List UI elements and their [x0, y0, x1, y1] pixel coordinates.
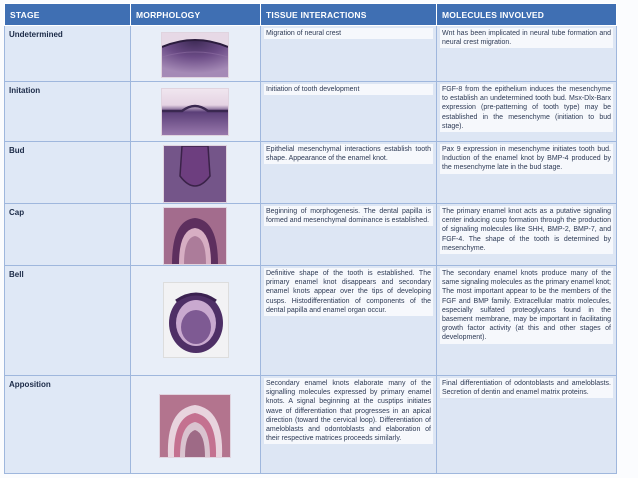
stage-cell: Apposition	[5, 376, 131, 474]
tissue-cell	[261, 376, 437, 474]
header-tissue-interactions: TISSUE INTERACTIONS	[261, 4, 437, 26]
molecules-text: Pax 9 expression in mesenchyme initiates tooth bud. Induction of the enamel knot by BMP-4 produced by the mesenchyme late in the bud stage.	[440, 144, 613, 174]
molecules-cell	[437, 26, 617, 82]
morphology-cell	[131, 376, 261, 474]
table-row	[5, 26, 617, 82]
molecules-cell	[437, 376, 617, 474]
table-row	[5, 204, 617, 266]
table-row	[5, 376, 617, 474]
histology-bell-icon	[163, 282, 229, 358]
histology-apposition-icon	[159, 394, 231, 458]
molecules-text: The primary enamel knot acts as a putative signaling center inducing cusp formation through the production of signaling molecules like SHH, BMP-2, BMP-7, and FGF-4. The shape of the tooth is determined by mesenchyme.	[440, 206, 613, 254]
stage-cell: Bell	[5, 266, 131, 376]
histology-bud-icon	[163, 145, 227, 203]
table-row	[5, 142, 617, 204]
header-row	[5, 4, 617, 26]
stage-cell: Cap	[5, 204, 131, 266]
morphology-cell	[131, 142, 261, 204]
histology-undetermined-icon	[161, 32, 229, 78]
header-morphology: MORPHOLOGY	[131, 4, 261, 26]
header-molecules-involved: MOLECULES INVOLVED	[437, 4, 617, 26]
histology-cap-icon	[163, 207, 227, 265]
tissue-cell	[261, 266, 437, 376]
stage-cell: Undetermined	[5, 26, 131, 82]
histology-initiation-icon	[161, 88, 229, 136]
tissue-cell	[261, 26, 437, 82]
stage-cell: Initation	[5, 82, 131, 142]
tissue-text: Migration of neural crest	[264, 28, 433, 39]
tissue-cell	[261, 142, 437, 204]
tissue-text: Definitive shape of the tooth is established. The primary enamel knot disappears and secondary enamel knots appear over the tips of developing cusps. Histodifferentiation of components of the dental papilla and enamel organ occur.	[264, 268, 433, 316]
molecules-text: Wnt has been implicated in neural tube formation and neural crest migration.	[440, 28, 613, 48]
molecules-cell	[437, 266, 617, 376]
tissue-cell	[261, 204, 437, 266]
stage-cell: Bud	[5, 142, 131, 204]
table-row	[5, 266, 617, 376]
morphology-cell	[131, 82, 261, 142]
tissue-text: Secondary enamel knots elaborate many of the signalling molecules expressed by primary enamel knots. A signal beginning at the cusptips initiates wave of differentiation that progresses in an apical direction (toward the cervical loop). Differentiation of ameloblasts and odontoblasts and elaboration of their respective matrices proceeds similarly.	[264, 378, 433, 444]
tissue-text: Beginning of morphogenesis. The dental papilla is formed and mesenchymal dominance is established.	[264, 206, 433, 226]
molecules-text: The secondary enamel knots produce many of the same signaling molecules as the primary enamel knot; The most important appear to be the members of the FGF and BMP family. Extracellular matrix molecules, especially sulfated proteoglycans found in the basement membrane, may be important in facilitating growth factor activity (at this and other stages of development).	[440, 268, 613, 344]
molecules-text: FGF-8 from the epithelium induces the mesenchyme to establish an undetermined tooth bud. Msx-Dlx-Barx expression (pre-patterning of tooth type) may be established in the mesenchyme (initiation to bud stage).	[440, 84, 613, 132]
header-stage: STAGE	[5, 4, 131, 26]
morphology-cell	[131, 204, 261, 266]
molecules-cell	[437, 204, 617, 266]
molecules-text: Final differentiation of odontoblasts and ameloblasts. Secretion of dentin and enamel matrix proteins.	[440, 378, 613, 398]
table-row	[5, 82, 617, 142]
morphology-cell	[131, 26, 261, 82]
molecules-cell	[437, 142, 617, 204]
morphology-cell	[131, 266, 261, 376]
tooth-development-table	[4, 3, 617, 474]
tissue-text: Epithelial mesenchymal interactions establish tooth shape. Appearance of the enamel knot.	[264, 144, 433, 164]
molecules-cell	[437, 82, 617, 142]
tissue-cell	[261, 82, 437, 142]
tissue-text: Initiation of tooth development	[264, 84, 433, 95]
